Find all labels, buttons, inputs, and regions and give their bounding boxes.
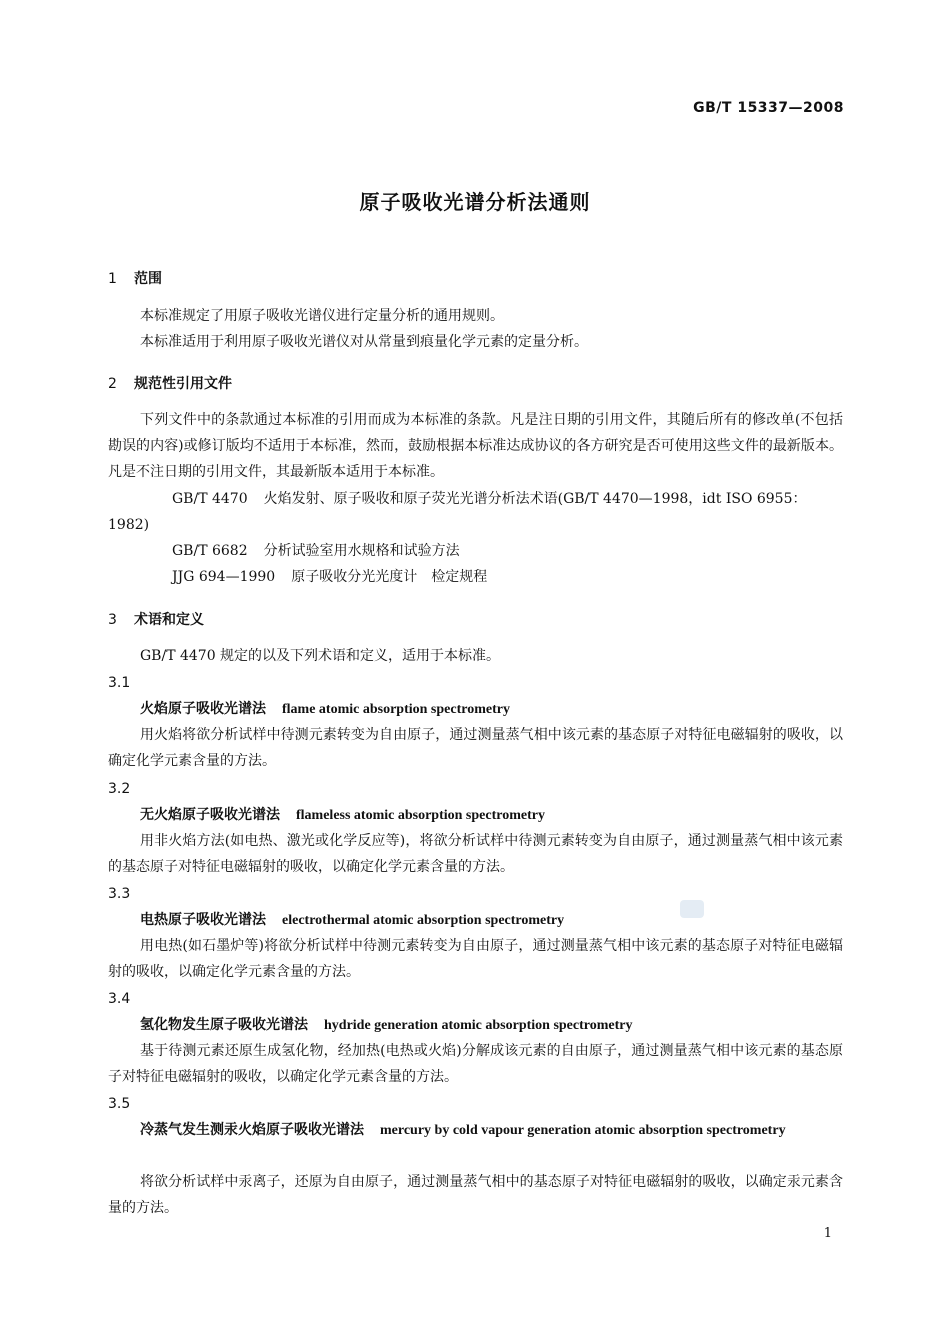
term-number: 3.4 [108,991,131,1007]
reference-code: JJG 694—1990 [172,569,276,585]
term-name [140,1012,843,1039]
watermark-logo-icon [680,900,704,918]
term-number: 3.3 [108,886,131,902]
reference-item [108,564,843,590]
term-definition: 基于待测元素还原生成氢化物，经加热(电热或火焰)分解成该元素的自由原子，通过测量蒸气相中该元素的基态原子对特征电磁辐射的吸收，以确定化学元素含量的方法。 [108,1043,843,1085]
reference-item [108,538,843,564]
term-name-en: flameless atomic absorption spectrometry [296,808,545,823]
term-definition: 用火焰将欲分析试样中待测元素转变为自由原子，通过测量蒸气相中该元素的基态原子对特征电磁辐射的吸收，以确定化学元素含量的方法。 [108,727,843,769]
section-title: 范围 [134,271,162,287]
term-name-en: hydride generation atomic absorption spectrometry [324,1018,633,1033]
scope-paragraph-1: 本标准规定了用原子吸收光谱仪进行定量分析的通用规则。 [140,308,504,324]
standard-code: GB/T 15337—2008 [693,100,844,116]
term-name-zh: 冷蒸气发生测汞火焰原子吸收光谱法 [140,1122,364,1138]
term-number: 3.5 [108,1096,131,1112]
term-name-en: flame atomic absorption spectrometry [282,702,510,717]
term-name [108,1117,843,1144]
section-heading-terms [108,609,204,629]
reference-text: 分析试验室用水规格和试验方法 [263,543,460,559]
term-name-zh: 氢化物发生原子吸收光谱法 [140,1017,308,1033]
scope-paragraph-2: 本标准适用于利用原子吸收光谱仪对从常量到痕量化学元素的定量分析。 [140,334,588,350]
section-number: 3 [108,612,117,628]
term-name-zh: 无火焰原子吸收光谱法 [140,807,280,823]
term-definition: 用非火焰方法(如电热、激光或化学反应等)，将欲分析试样中待测元素转变为自由原子，通过测量蒸气相中该元素的基态原子对特征电磁辐射的吸收，以确定化学元素含量的方法。 [108,833,843,875]
term-name [140,696,843,723]
reference-text: 原子吸收分光光度计 检定规程 [291,569,488,585]
term-name-zh: 火焰原子吸收光谱法 [140,701,266,717]
term-number: 3.1 [108,675,131,691]
page-title: 原子吸收光谱分析法通则 [359,190,591,214]
page-number: 1 [823,1226,832,1241]
reference-code: GB/T 4470 [172,491,248,507]
term-name [140,802,843,829]
term-number: 3.2 [108,781,131,797]
section-heading-normative-references [108,373,232,393]
term-name-en: electrothermal atomic absorption spectrometry [282,913,565,928]
reference-item [108,486,843,538]
term-name-zh: 电热原子吸收光谱法 [140,912,266,928]
terms-intro-paragraph: GB/T 4470 规定的以及下列术语和定义，适用于本标准。 [140,648,501,664]
reference-code: GB/T 6682 [172,543,248,559]
term-name [140,907,843,934]
section-title: 术语和定义 [134,612,204,628]
references-intro-paragraph: 下列文件中的条款通过本标准的引用而成为本标准的条款。凡是注日期的引用文件，其随后所有的修改单(不包括勘误的内容)或修订版均不适用于本标准，然而，鼓励根据本标准达成协议的各方研究是否可使用这些文件的最新版本。凡是不注日期的引用文件，其最新版本适用于本标准。 [108,412,843,480]
term-definition: 将欲分析试样中汞离子，还原为自由原子，通过测量蒸气相中的基态原子对特征电磁辐射的吸收，以确定汞元素含量的方法。 [108,1174,843,1216]
section-heading-scope [108,268,162,288]
section-number: 1 [108,271,117,287]
term-definition: 用电热(如石墨炉等)将欲分析试样中待测元素转变为自由原子，通过测量蒸气相中该元素的基态原子对特征电磁辐射的吸收，以确定化学元素含量的方法。 [108,938,843,980]
term-name-en: mercury by cold vapour generation atomic absorption spectrometry [380,1123,786,1138]
section-number: 2 [108,376,117,392]
reference-text: 火焰发射、原子吸收和原子荧光光谱分析法术语(GB/T 4470—1998，idt ISO 6955：1982) [108,491,807,533]
section-title: 规范性引用文件 [134,376,232,392]
